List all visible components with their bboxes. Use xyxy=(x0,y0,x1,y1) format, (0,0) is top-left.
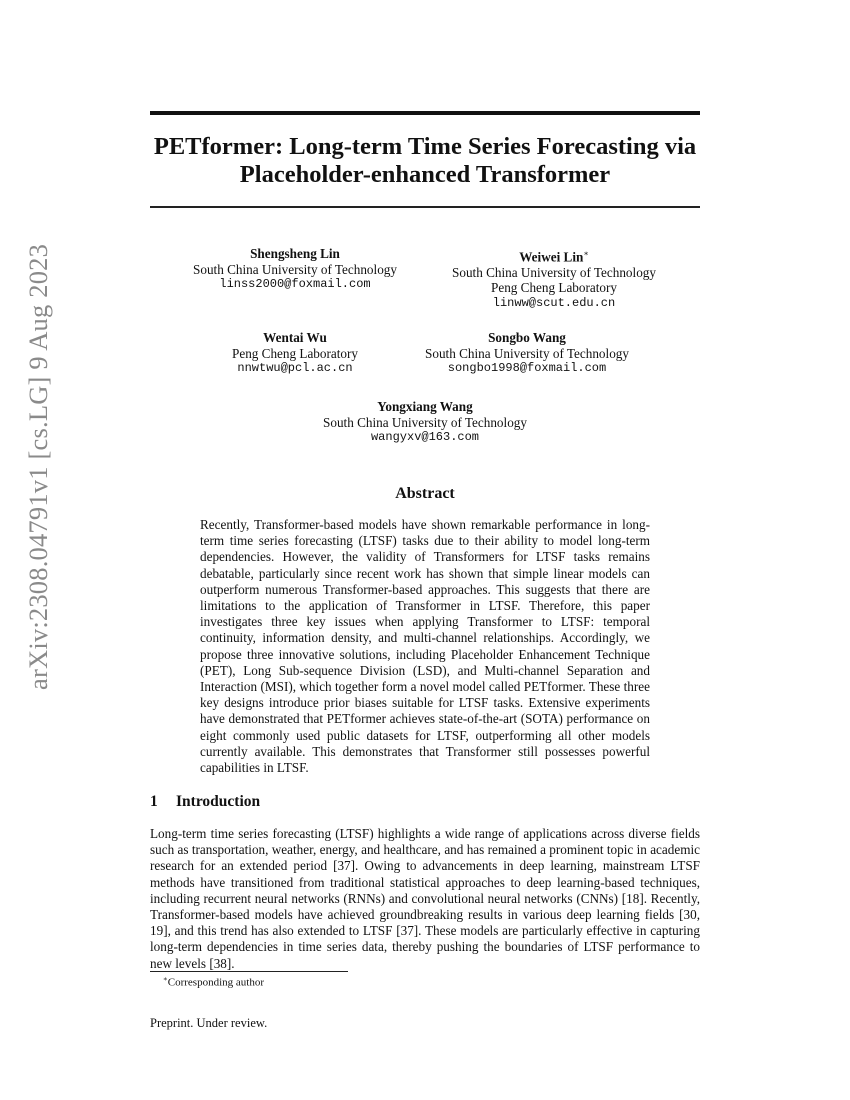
corresponding-marker: ∗ xyxy=(583,249,589,258)
preprint-notice: Preprint. Under review. xyxy=(150,1016,268,1030)
footnote xyxy=(163,975,264,989)
introduction-paragraph: Long-term time series forecasting (LTSF) highlights a wide range of applications across diverse fields such as transportation, weather, energy, and healthcare, and has remained a prominent topic in academic research for an extended period [37]. Owing to advancements in deep learning, mainstream LTSF methods have transitioned from traditional statistical approaches to deep learning-based techniques, including recurrent neural networks (RNNs) and convolutional neural networks (CNNs) [18]. Recently, Transformer-based models have achieved groundbreaking results in various deep learning fields [30, 19], and this trend has also extended to LTSF [37]. These models are particularly effective in capturing long-term dependencies in time series data, thereby pushing the boundaries of LTSF performance to new levels [38]. xyxy=(150,826,700,971)
author-email[interactable]: songbo1998@foxmail.com xyxy=(447,361,607,375)
author-email[interactable]: linww@scut.edu.cn xyxy=(492,295,616,310)
footnote-marker: ∗ xyxy=(163,975,168,983)
author-block xyxy=(188,330,402,377)
title-bottom-rule xyxy=(150,206,700,208)
author-email[interactable]: wangyxv@163.com xyxy=(370,430,480,444)
author-block xyxy=(318,399,532,446)
author-affiliation: Peng Cheng Laboratory xyxy=(491,280,617,296)
author-affiliation: South China University of Technology xyxy=(425,345,629,361)
abstract-heading: Abstract xyxy=(395,485,455,502)
author-block xyxy=(420,330,634,377)
author-affiliation: South China University of Technology xyxy=(452,264,656,280)
paper-title xyxy=(150,133,700,189)
author-name: Wentai Wu xyxy=(263,330,327,345)
author-name: Yongxiang Wang xyxy=(377,399,473,414)
author-email[interactable]: nnwtwu@pcl.ac.cn xyxy=(237,361,353,375)
footnote-text: Corresponding author xyxy=(167,976,264,989)
author-block xyxy=(188,246,402,293)
author-affiliation: Peng Cheng Laboratory xyxy=(232,345,358,361)
abstract-text: Recently, Transformer-based models have shown remarkable performance in long-term time series forecasting (LTSF) tasks due to their ability to model long-term dependencies. However, the validity of Transformers for LTSF tasks remains debatable, particularly since recent work has shown that simple linear models can outperform numerous Transformer-based approaches. This suggests that there are limitations to the application of Transformer in LTSF. Therefore, this paper investigates three key issues when applying Transformer to LTSF: temporal continuity, information density, and multi-channel relationships. Accordingly, we propose three innovative solutions, including Placeholder Enhancement Technique (PET), Long Sub-sequence Division (LSD), and Multi-channel Separation and Interaction (MSI), which together form a novel model called PETformer. These three key designs introduce prior biases suitable for LTSF tasks. Extensive experiments have demonstrated that PETformer achieves state-of-the-art (SOTA) performance on eight commonly used public datasets for LTSF, outperforming all other models currently available. This demonstrates that Transformer still possesses powerful capabilities in LTSF. xyxy=(200,517,650,776)
title-top-rule xyxy=(150,111,700,115)
author-block xyxy=(447,246,661,311)
author-email[interactable]: linss2000@foxmail.com xyxy=(219,277,371,291)
section-title: Introduction xyxy=(176,793,261,810)
section-heading-introduction xyxy=(150,793,260,811)
title-line-2: Placeholder-enhanced Transformer xyxy=(239,161,611,188)
section-number: 1 xyxy=(150,793,158,810)
footnote-rule xyxy=(150,971,348,972)
author-name: Shengsheng Lin xyxy=(250,246,340,261)
title-line-1: PETformer: Long-term Time Series Forecasting via xyxy=(153,133,697,160)
author-affiliation: South China University of Technology xyxy=(323,414,527,430)
author-name: Songbo Wang xyxy=(488,330,566,345)
author-affiliation: South China University of Technology xyxy=(193,261,397,277)
author-name: Weiwei Lin∗ xyxy=(519,249,589,265)
arxiv-identifier-stamp: arXiv:2308.04791v1 [cs.LG] 9 Aug 2023 xyxy=(23,243,53,690)
